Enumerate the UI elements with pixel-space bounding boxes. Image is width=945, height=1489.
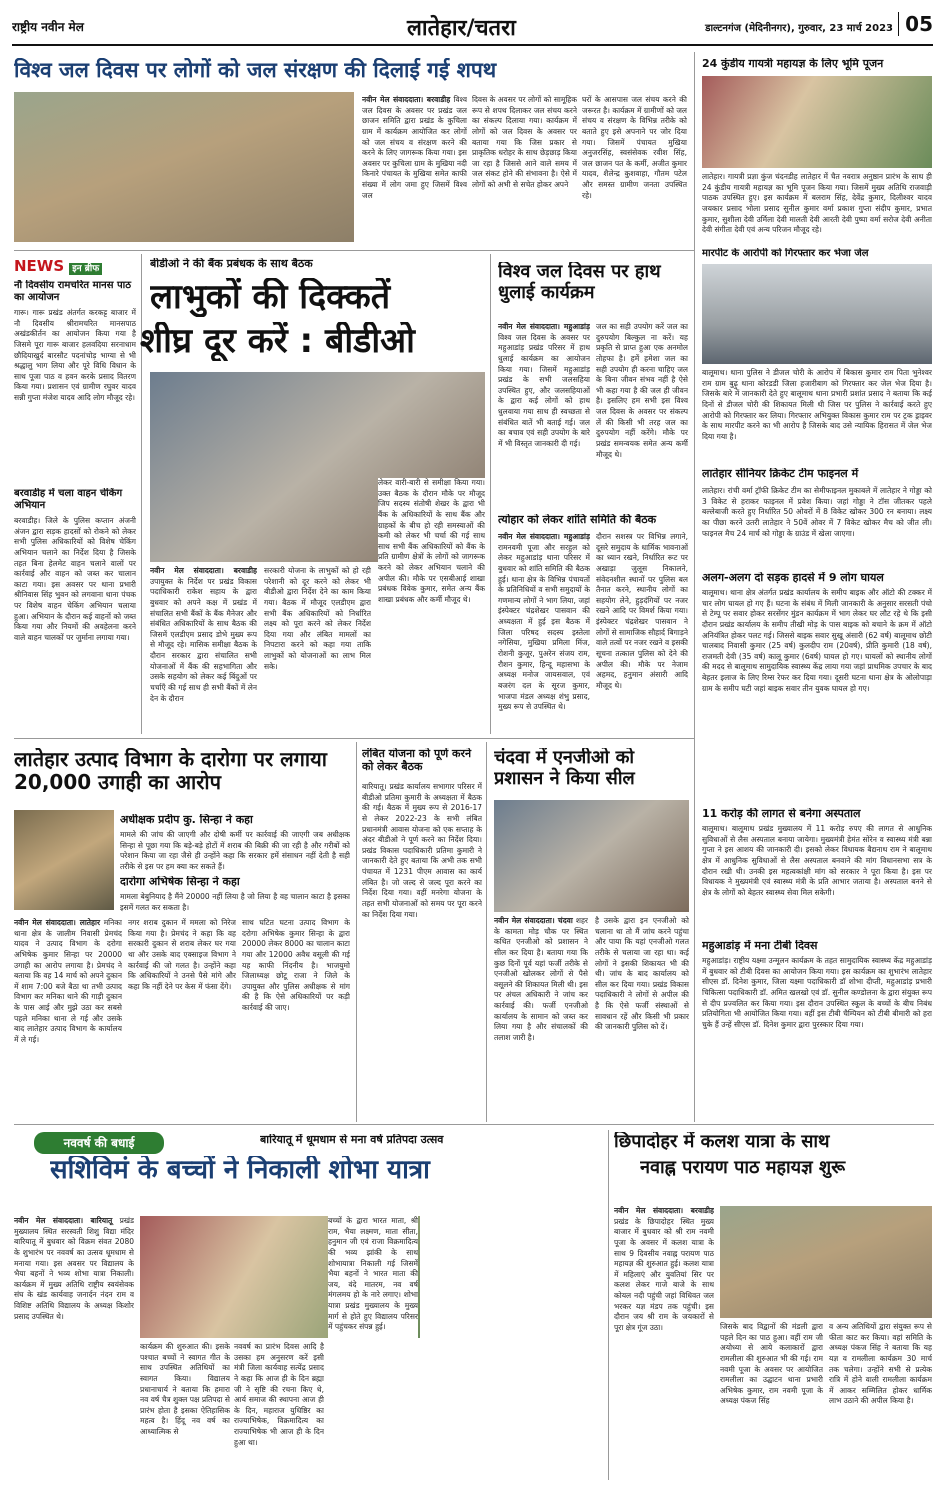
cricket-text: लातेहार। रांची वर्मा ट्रॉफी क्रिकेट टीम का सेमीफाइनल मुकाबले में लातेहार ने गोड्डा को 3 विकेट से हराकर फाइनल में प्रवेश किया। जहां गोड्डा ने टॉस जीतकर पहले बल्लेबाजी करते हुए निर्धारित 50 ओवरों में 8 विकेट खोकर 300 रन बनाया। लक्ष्य का पीछा करने उतरी लातेहार ने 50वें ओवर में 7 विकेट खोकर मैच को जीत ली। फाइनल मैच 24 मार्च को गोड्डा के ग्राउंड में खेला जाएगा। — [702, 486, 932, 538]
ngo-photo — [494, 800, 689, 912]
accident-text: बालूमाथ। थाना क्षेत्र अंतर्गत प्रखंड कार्यालय के समीप बाइक और ऑटो की टक्कर में चार लोग घायल हो गए हैं। घटना के संबंध में मिली जानकारी के अनुसार सरसती पंचो से टेम्पू पर सवार होकर सरसेंगर मुंडन कार्यक्रम में भाग लेकर घर लौट रहे थे कि इसी दौरान प्रखंड कार्यालय के समीप तीखी मोड़ के पास बाइक को बचाने के क्रम में ऑटो अनियंत्रित होकर पलट गई। जिससे बाइक सवार सुखू अंसारी (62 वर्ष) बालूमाथ छोटी चालबाद निवासी कुमार (25 वर्ष) कुलदीप राम (20वर्ष), प्रीति कुमारी (18 वर्ष), राजमती देवी (35 वर्ष) कालू कुमार (6वर्ष) घायल हो गए। घायलों को स्थानीय लोगों की मदद से बालूमाथ सामुदायिक स्वास्थ्य केंद्र लाया गया जहां प्राथमिक उपचार के बाद बेहतर इलाज के लिए रिम्स रेफर कर दिया गया। दूसरी घटना थाना क्षेत्र के ओलोपाड़ा ग्राम के समीप घटी जहां बाइक सवार तीन युवक घायल हो गए। — [702, 588, 932, 693]
top-story-dateline: नवीन मेल संवाददाता। बरवाडीह — [362, 95, 451, 104]
excise-dateline: नवीन मेल संवाददाता। लातेहार — [14, 918, 101, 927]
navvarsh-col5 — [424, 1216, 604, 1478]
excise-photo — [14, 810, 114, 910]
tb-text: महुआडांड़। राष्ट्रीय यक्ष्मा उन्मूलन कार्यक्रम के तहत सामुदायिक स्वास्थ्य केंद्र महुआडांड़ में बुधवार को टीबी दिवस का आयोजन किया गया। इस कार्यक्रम का शुभारंभ लातेहार सीएस डॉ. दिनेश कुमार, जिला यक्ष्मा पदाधिकारी डॉ शोभा दीप्ती, महुआडांड़ प्रभारी चिकित्सा पदाधिकारी डॉ. अमित खलखो एवं डॉ. सुनील कण्डोलना के द्वारा संयुक्त रूप से दीप प्रज्वलित कर किया गया। इस दौरान उपस्थित स्कूल के बच्चों के बीच निबंध प्रतियोगिता भी आयोजित किया गया। वहीं इस टीबी चैम्पियन को टीबी बीमारी को हरा चुके हैं उन्हें सीएस डॉ. दिनेश कुमार द्वारा पुरस्कार दिया गया। — [702, 956, 932, 1029]
district-title: लातेहार/चतरा — [407, 16, 516, 41]
dateline: डाल्टनगंज (मेदिनीनगर), गुरुवार, 23 मार्च 2023 — [705, 23, 893, 34]
excise-col2: नगर शराब दुकान में ममला को निरेज किया गया है। प्रेमचंद ने कहा कि वह सरकारी दुकान से शराब लेकर घर गया था और उसके बाद एक्साइज विभाग ने कार्रवाई की जो गलत है। उन्होंने कहा कि अधिकारियों ने उनसे पैसे मांगे और कहा कि नहीं देने पर केस में फंसा देंगे। — [128, 918, 236, 991]
peace-headline: त्योहार को लेकर शांति समिति की बैठक — [498, 514, 657, 526]
excise-sub2-text: मामला बेबुनियाद है मैंने 20000 नहीं लिया है जो लिया है वह चालान काटा है इसका इसमें गलत कर सकता है। — [120, 892, 350, 912]
bdo-headline-1: लाभुकों की दिक्कतें — [150, 278, 391, 317]
newspaper-logo: राष्ट्रीय नवीन मेल — [12, 20, 84, 34]
handwash-col1-text: विश्व जल दिवस के अवसर पर महुआडांड़ प्रखंड परिसर में हाथ धुलाई कार्यक्रम का आयोजन किया गया। जिसमें महुआडांड़ प्रखंड के सभी जलसहिया उपस्थित हुए, और जलसहियाओं के द्वारा कई लोगों को हाथ धुलवाया गया साथ ही स्वच्छता से संबंधित बातें भी बताई गई। जल का बचाव एवं सही उपयोग के बारे में भी विस्तृत जानकारी दी गई। — [498, 332, 590, 449]
cricket-headline: लातेहार सीनियर क्रिकेट टीम फाइनल में — [702, 468, 859, 480]
navvarsh-col4: बच्चों के द्वारा भारत माता, श्री राम, भैया लक्ष्मण, माता सीता, हनुमान जी एवं राजा विक्रमादित्य की भव्य झांकी के साथ शोभायात्रा निकाली गई जिसमें भैया बहनों ने भारत माता की जय, वंदे मातरम, नव वर्ष मंगलमय हो के नारे लगाए। शोभा यात्रा प्रखंड मुख्यालय के मुख्य मार्ग से होते हुए विद्यालय परिसर में पहुंचकर संपन्न हुई। — [328, 1216, 418, 1478]
navvarsh-dateline: नवीन मेल संवाददाता। बारियातू — [14, 1216, 113, 1225]
peace-dateline: नवीन मेल संवाददाता। महुआडांड़ — [498, 532, 590, 541]
news-brief-label — [14, 256, 139, 276]
peace-col1-text: रामनवमी पूजा और सरहुल को लेकर महुआडांड़ थाना परिसर में बुधवार को शांति समिति की बैठक हुई। थाना क्षेत्र के विभिन्न पंचायतों के प्रतिनिधियों व सभी समुदायों के गणमान्य लोगों ने भाग लिया, जहां इंस्पेक्टर चंद्रशेखर पासवान की अध्यक्षता में हुई इस बैठक में जिला परिषद सदस्य इस्तेला नगेसिया, मुखिया प्रमिला मिंज, रोशनी कुजूर, पुअरेन संजय राम, रौशन कुमार, हिन्दू महासभा के अध्यक्ष मनोज जायसवाल, एवं बजरंग दल के सूरज कुमार, भाजपा मंडल अध्यक्ष शंभु प्रसाद, मुख्य रूप से उपस्थित थे। — [498, 542, 590, 712]
top-story-col3: घरों के आसपास जल संचय करने की जरूरत है। कार्यक्रम में ग्रामीणों को जल संचय व संरक्षण के विभिन्न तरीके को बताते हुए इसे अपनाने पर जोर दिया गया। जिसमें पंचायत मुखिया अनुजरसिंह, स्वसंसेवक रवीश सिंह, जल छाजन पत के कर्मी, अजीत कुमार यादव, शैलेन्द्र कुशवाहा, गौतम पटेल और समस्त ग्रामीण जनता उपस्थित रहे। — [582, 95, 687, 200]
top-story-col1-text: विश्व जल दिवस के अवसर पर प्रखंड जल छाजन समिति द्वारा प्रखंड के कुचिला ग्राम में कार्यक्रम आयोजित कर लोगों को जल संचय व संरक्षण करने की करने के लिए जागरूक किया गया। इस अवसर पर कुचिला ग्राम के मुखिया नदी किनारे पंचायत के मुखिया समेत काफी संख्या में लोग जमा हुए जिसमें विश्व जल — [362, 95, 467, 200]
bdo-kicker: बीडीओ ने की बैंक प्रबंधक के साथ बैठक — [150, 258, 313, 270]
navvarsh-col3: नववर्ष का प्रारंभ दिवस आदि है उसका हम अनुसरण करें इसी मंत्री जिला कार्यवाह सत्येंद्र प्रसाद ने कहा कि आज ही के दिन ब्रह्मा जी ने सृष्टि की रचना किए थे, आर्य समाज की स्थापना आज ही के दिन, महाराज युधिष्ठिर का राज्याभिषेक, विक्रमादित्य का राज्याभिषेक भी आज ही के दिन हुआ था। — [234, 1342, 324, 1447]
excise-sub1-text: मामले की जांच की जाएगी और दोषी कर्मी पर कार्रवाई की जाएगी जब अधीक्षक सिन्हा से पूछा गया कि बड़े-बड़े होटों में शराब की बिक्री की जा रही है और गरीबों को परेशान किया जा रहा जैसे ही उन्होंने कहा कि सरकार हमें संसाधन नहीं देती है सही तरीके से इस पर हम क्या कर सकते हैं। — [120, 830, 350, 871]
pending-text: बारियातू। प्रखंड कार्यालय सभागार परिसर में बीडीओ प्रतिमा कुमारी के अध्यक्षता में बैठक की गई। बैठक में मुख्य रूप से 2016-17 से लेकर 2022-23 के सभी लंबित प्रधानमंत्री आवास योजना को एक सप्ताह के अंदर बीडीओ ने पूर्ण करने का निर्देश दिया। प्रखंड विकास पदाधिकारी प्रतिमा कुमारी ने जानकारी देते हुए बताया कि अभी तक सभी पंचायत में 1231 पीएम आवास का कार्य लंबित है। जो जल्द से जल्द पूरा करने का निर्देश दिया गया। वहीं मनरेगा योजना के तहत सभी योजनाओं को समय पर पूरा करने का निर्देश दिया गया। — [362, 782, 482, 919]
navvarsh-kicker: बारियातू में धूमधाम से मना वर्ष प्रतिपदा उत्सव — [260, 1134, 444, 1146]
excise-col3: साथ घटित घटना उत्पाद विभाग के दरोगा अभिषेक कुमार सिन्हा के द्वारा 20000 लेकर 8000 का चालान काटा गया और 12000 अवैध वसूली की गई यह काफी निंदनीय है। भाजयुमो जिलाध्यक्ष छोटू राजा ने जिले के उपायुक्त और पुलिस अधीक्षक से मांग की है कि ऐसे अधिकारियों पर कड़ी कार्रवाई की जाए। — [242, 918, 350, 1013]
masthead — [12, 8, 933, 46]
kalash-col1 — [614, 1206, 714, 1478]
bdo-col3: लेकर वारी-बारी से समीक्षा किया गया। उक्त बैठक के दौरान मौके पर मौजूद जिप सदस्य संतोषी शेखर के द्वारा भी बैंक के अधिकारियों के साथ बैंक और ग्राहकों के बीच हो रही समस्याओं की कमी को लेकर भी चर्चा की गई साथ साथ सभी बैंक अधिकारियों को बैंक के प्रति ग्रामीण क्षेत्रों के लोगों को जागरूक करने को लेकर अभियान चलाने की अपील की। मौके पर एसबीआई शाखा प्रबंधक विवेक कुमार, समेत अन्य बैंक शाखा प्रबंधक और कर्मी मौजूद थे। — [378, 478, 485, 734]
navvarsh-col2: कार्यक्रम की शुरुआत की। इसके पश्चात बच्चों ने स्वागत गीत के साथ उपस्थित अतिथियों का स्वागत किया। विद्यालय प्रधानाचार्य ने बताया कि हमारा नव वर्ष चैत्र शुक्ल पक्ष प्रतिपदा से प्रारंभ होता है इसका ऐतिहासिक महत्व है। हिंदू नव वर्ष का आध्यात्मिक से — [140, 1342, 230, 1437]
bdo-col2: सरकारी योजना के लाभुकों को हो रही परेशानी को दूर करने को लेकर भी बीडीओ द्वारा निर्देश देने का काम किया गया। बैठक में मौजूद एलडीएम द्वारा सभी बैंक अधिकारियों को निर्धारित लक्ष्य को पूरा करने को लेकर निर्देश दिया गया और लंबित मामलों का निपटारा करने को कहा गया ताकि लाभुकों को योजनाओं का लाभ मिल सके। — [264, 566, 371, 671]
ngo-col2: है उसके द्वारा इन एनजीओ को चलाना था तो मैं जांच करने पहुंचा और पाया कि यहां एनजीओ गलत तरीके से चलाया जा रहा था। कई लोगों ने इसकी शिकायत भी की थी। जांच के बाद कार्यालय को सील कर दिया गया। प्रखंड विकास पदाधिकारी ने लोगों से अपील की है कि ऐसे फर्जी संस्थाओं से सावधान रहें और किसी भी प्रकार की जानकारी पुलिस को दें। — [595, 916, 689, 1032]
excise-col1 — [14, 918, 122, 1118]
top-story-col2: दिवस के अवसर पर लोगों को सामूहिक रूप से शपथ दिलाकर जल संचय करने का संकल्प दिलाया गया। कार्यक्रम में लोगों को जल दिवस के अवसर पर बताया गया कि जिस प्रकार से प्राकृतिक धरोहर के साथ छेड़छाड़ किया जा रहा है जिससे आने वाले समय में जल संकट होने की संभावना है। ऐसे में लोगों को अभी से सचेत होकर अपने — [472, 95, 577, 190]
handwash-dateline: नवीन मेल संवाददाता। महुआडांड़ — [498, 322, 590, 331]
handwash-col1 — [498, 322, 590, 512]
news-label: NEWS — [14, 257, 65, 275]
navvarsh-headline: सशिविमं के बच्चों ने निकाली शोभा यात्रा — [50, 1156, 430, 1185]
ngo-headline: चंदवा में एनजीओ को प्रशासन ने किया सील — [494, 748, 635, 789]
top-story-headline: विश्व जल दिवस पर लोगों को जल संरक्षण की दिलाई गई शपथ — [14, 58, 497, 82]
kalash-dateline: नवीन मेल संवाददाता। बरवाडीह — [614, 1206, 714, 1215]
kalash-headline-2: नवाह्न परायण पाठ महायज्ञ शुरू — [640, 1158, 846, 1178]
bdo-dateline: नवीन मेल संवाददाता। बरवाडीह — [150, 566, 257, 575]
news-label-2: इन ब्रीफ — [69, 263, 102, 275]
excise-sub2: दारोगा अभिषेक सिन्हा ने कहा — [120, 876, 240, 888]
bdo-col1 — [150, 566, 257, 734]
top-story-photo — [14, 92, 354, 242]
pending-headline: लंबित योजना को पूर्ण करने को लेकर बैठक — [362, 748, 472, 773]
gayatri-photo — [702, 76, 932, 168]
ngo-col1-text: शहर के कामता मोड़ चौक पर स्थित कथित एनजीओ को प्रशासन ने सील कर दिया है। बताया गया कि कुछ दिनों पूर्व यहां फर्जी तरीके से एनजीओ खोलकर लोगों से पैसे वसूलने की शिकायत मिली थी। इस पर अंचल अधिकारी ने जांच कर कार्रवाई की। फर्जी एनजीओ कार्यालय के सामान को जब्त कर लिया गया है और संचालकों की तलाश जारी है। — [494, 916, 588, 1043]
navvarsh-banner — [34, 1132, 164, 1154]
navvarsh-col1-text: प्रखंड मुख्यालय स्थित सरस्वती शिशु विद्या मंदिर बारियातू में बुधवार को विक्रम संवत 2080 के शुभारंभ पर नववर्ष का उत्सव धूमधाम से मनाया गया। इस अवसर पर विद्यालय के भैया बहनों ने भव्य शोभा यात्रा निकाली। कार्यक्रम में मुख्य अतिथि राष्ट्रीय स्वयंसेवक संघ के खंड कार्यवाह जनार्दन नंदन राम व विशिष्ट अतिथि विद्यालय के अध्यक्ष किशोर प्रसाद उपस्थित थे। — [14, 1216, 134, 1321]
kalash-photo — [720, 1206, 932, 1318]
excise-col1-text: मनिका थाना क्षेत्र के जालीम निवासी प्रेमचंद यादव ने उत्पाद विभाग के दरोगा अभिषेक कुमार सिन्हा पर 20000 उगाही का आरोप लगाया है। प्रेमचंद ने बताया कि वह 14 मार्च को अपने दुकान में शाम 7:00 बजे बैठा था तभी उत्पाद विभाग कर मनिका थाने की गाड़ी दुकान के पास आई और मुझे उठा कर सबसे पहले मनिका थाना ले गई और उसके बाद लातेहार उत्पाद विभाग के कार्यालय में ले गई। — [14, 918, 122, 1045]
kalash-col2: जिसके बाद विद्वानों की मंडली द्वारा पहले दिन का पाठ हुआ। वहीं राम जी अयोध्या से आये कलाकारों द्वारा रामलीला की शुरुआत भी की गई। राम नवमी पूजा के अवसर पर आयोजित रामलीला का उद्घाटन थाना प्रभारी अभिषेक कुमार, राम नवमी पूजा के अध्यक्ष पंकज सिंह — [720, 1322, 823, 1406]
tb-headline: महुआडांड़ में मना टीबी दिवस — [702, 940, 818, 952]
peace-col1 — [498, 532, 590, 732]
kalash-headline-1: छिपादोहर में कलश यात्रा के साथ — [614, 1132, 830, 1152]
kalash-col3: व अन्य अतिथियों द्वारा संयुक्त रूप से फीता काट कर किया। वहां समिति के अध्यक्ष पंकज सिंह ने बताया कि यह यज्ञ व रामलीला कार्यक्रम 30 मार्च तक चलेगा। उन्होंने सभी से प्रत्येक रात्रि में होने वाली रामलीला कार्यक्रम में आकर सम्मिलित होकर धार्मिक लाभ उठाने की अपील किया है। — [829, 1322, 932, 1406]
page-number: 05 — [898, 12, 933, 36]
gayatri-text: लातेहार। गायत्री प्रज्ञा कुंज चंदनडीह लातेहार में चैत नवरात्र अनुष्ठान प्रारंभ के साथ ही 24 कुंडीय गायत्री महायज्ञ का भूमि पूजन किया गया। जिसमें मुख्य अतिथि राजवाड़ी पाठक उपस्थित हुए। इस कार्यक्रम में बलराम सिंह, देवेंद्र कुमार, दिलीश्वर यादव जयकार प्रसाद भोला प्रसाद सुनील कुमार वर्मा प्रकाश गुप्ता संदीप कुमार, प्रभात कुमार, सुशीला देवी उर्मिला देवी मालती देवी आरती देवी पुष्पा वर्मा सरोज देवी अनीता देवी संगीता देवी एवं अन्य परिजन मौजूद रहे। — [702, 172, 932, 235]
gayatri-headline: 24 कुंडीय गायत्री महायज्ञ के लिए भूमि पूजन — [702, 58, 884, 70]
navvarsh-col1 — [14, 1216, 134, 1478]
handwash-col2: जल का सही उपयोग करें जल का दुरुपयोग बिल्कुल ना करें। यह प्रकृति से प्राप्त हुआ एक अनमोल तोहफा है। हमें हमेशा जल का सही उपयोग ही करना चाहिए जल के बिना जीवन संभव नहीं है ऐसे भी कहा गया है की जल ही जीवन है। इसलिए हम सभी इस विश्व जल दिवस के अवसर पर संकल्प लें की किसी भी तरह जल का दुरुपयोग नहीं करेंगे। मौके पर प्रखंड समन्वयक समेत अन्य कर्मी मौजूद थे। — [596, 322, 688, 459]
excise-headline: लातेहार उत्पाद विभाग के दारोगा पर लगाया 20,000 उगाही का आरोप — [14, 748, 327, 794]
navvarsh-banner-text: नववर्ष की बधाई — [63, 1136, 135, 1150]
accident-headline: अलग-अलग दो सड़क हादसे में 9 लोग घायल — [702, 572, 884, 584]
marpeet-text: बालूमाथ। थाना पुलिस ने डीजल चोरी के आरोप में बिकास कुमार राम पिता भुनेश्वर राम ग्राम बुढ़ु थाना कोरडडी जिला हजारीबाग को गिरफ्तार कर जेल भेज दिया है। जिसके बारे में जानकारी देते हुए बालूमाथ थाना प्रभारी प्रशांत प्रसाद ने बताया कि कई दिनों से डीजल चोरी की शिकायत मिली थी जिस पर पुलिस ने कार्रवाई करते हुए आरोपी को गिरफ्तार कर लिया। गिरफ्तार अभियुक्त विकास कुमार राम पर ट्रक ड्राइवर के साथ मारपीट करने का भी आरोप है जिसके बाद उसे न्यायिक हिरासत में जेल भेज दिया गया है। — [702, 368, 932, 441]
bdo-col1-text: उपायुक्त के निर्देश पर प्रखंड विकास पदाधिकारी राकेश सहाय के द्वारा बुधवार को अपने कक्ष में प्रखंड में संचालित सभी बैंकों के बैंक मैनेजर और संबंधित अधिकारियों के साथ बैठक की जिसमें एलडीएम प्रसाद डोभे मुख्य रूप से मौजूद रहे। मासिक समीक्षा बैठक के दौरान सरकार द्वारा संचालित सभी योजनाओं में बैंक की सहभागिता और उसके सहयोग को लेकर कई बिंदुओं पर चर्चाएँ की गई साथ ही सभी बैंकों में लेन देन के दौरान — [150, 576, 257, 703]
ngo-col1 — [494, 916, 588, 1118]
brief1-title: नौ दिवसीय रामचरित मानस पाठ का आयोजन — [14, 280, 132, 303]
brief1-text: गारू। गारू प्रखंड अंतर्गत करकट्ट बाजार में नौ दिवसीय श्रीरामचरित मानसपाठ अखंडकीर्तन का आयोजन किया गया है जिसमे पूरा गारू बाजार हलवदिया सरनाधाम छौदियाखुर्द बारसौट पदनांचोड़ भाग्या से भी श्रद्धालु भाग लिया और पूरे विधि विधान के साथ पूजा पाठ व हवन करके प्रसाद वितरण किया गया। प्रशासन एवं ग्रामीण रघुवर यादव सन्नी गुप्ता मंजेश यादव आदि लोग मौजूद रहे। — [14, 308, 136, 403]
handwash-headline: विश्व जल दिवस पर हाथ धुलाई कार्यक्रम — [498, 262, 661, 303]
brief2-title: बरवाडीह में चला वाहन चेकिंग अभियान — [14, 488, 123, 511]
hospital-headline: 11 करोड़ की लागत से बनेगा अस्पताल — [702, 808, 861, 820]
marpeet-photo — [702, 264, 932, 364]
bdo-headline-2: शीघ्र दूर करें : बीडीओ — [140, 322, 415, 361]
top-story-col1 — [362, 95, 467, 245]
marpeet-headline: मारपीट के आरोपी को गिरफ्तार कर भेजा जेल — [702, 248, 869, 259]
brief2-text: बरवाडीह। जिले के पुलिस कप्तान अंजनी अंजन द्वारा सड़क हादसों को रोकने को लेकर सभी पुलिस अधिकारियों को विशेष चेकिंग अभियान चलाने का निर्देश दिया है जिसके तहत बिना हेलमेट वाहन चलाने वालों पर कार्रवाई और वाहन को जब्त कर चालान काटा गया। इस अवसर पर थाना प्रभारी श्रीनिवास सिंह भुवन को लगवाना थाना पंचक पर विशेष वाहन चेकिंग अभियान चलाया हुआ। अभियान के दौरान कई वाहनों को जब्त किया गया और नियमों की अवहेलना करने वाले वाहन चालकों पर जुर्माना लगाया गया। — [14, 516, 136, 643]
hospital-text: बालूमाथ। बालूमाथ प्रखंड मुख्यालय में 11 करोड़ रुपए की लागत से आधुनिक सुविधाओं से लैस अस्पताल बनाया जायेगा। मुख्यमंत्री हेमंत सोरेन व स्वास्थ्य मंत्री बन्ना गुप्ता ने इस आशय की जानकारी दी। इसको लेकर विधायक बैद्यनाथ राम ने बालूमाथ क्षेत्र में आधुनिक सुविधाओं से लैस अस्पताल बनवाने की मांग विधानसभा सत्र के दौरान रखी थी। उनकी इस महत्वकांक्षी मांग को सरकार ने पूरा किया है। इस पर विधायक ने मुख्यमंत्री एवं स्वास्थ्य मंत्री के प्रति आभार जताया है। अस्पताल बनने से क्षेत्र के लोगों को बेहतर स्वास्थ्य सेवा मिल सकेगी। — [702, 824, 932, 897]
excise-sub1: अधीक्षक प्रदीप कु. सिन्हा ने कहा — [120, 814, 253, 826]
ngo-dateline: नवीन मेल संवाददाता। चंदवा — [494, 916, 573, 925]
peace-col2: दौरान सशस्त्र पर विभिन्न लगाने, दूसरे समुदाय के धार्मिक भावनाओं का ध्यान रखने, निर्धारित रूट पर अखाड़ा जुलूस निकालने, संवेदनशील स्थानों पर पुलिस बल तैनात करने, स्थानीय लोगों का सहयोग लेने, हुड़दंगियों पर नजर रखने आदि पर विमर्श किया गया। इंस्पेक्टर चंद्रशेखर पासवान ने लोगों से सामाजिक सौहार्द बिगाड़ने वाले तत्वों पर नजर रखने व इसकी सूचना तत्काल पुलिस को देने की अपील की। मौके पर नेजाम अहमद, हनुमान अंसारी आदि मौजूद थे। — [596, 532, 688, 690]
kalash-col1-text: प्रखंड के छिपादोहर स्थित मुख्य बाजार में बुधवार को श्री राम नवमी पूजा के अवसर में कलश यात्रा के साथ 9 दिवसीय नवाह्न परायण पाठ महायज्ञ की शुरुआत हुई। कलश यात्रा में महिलाएं और युवतियां सिर पर कलश लेकर गाजे बाजे के साथ कोयल नदी पहुंची जहां विधिवत जल भरकर यज्ञ मंडप तक पहुंची। इस दौरान जय श्री राम के जयकारों से पूरा क्षेत्र गूंज उठा। — [614, 1216, 714, 1333]
